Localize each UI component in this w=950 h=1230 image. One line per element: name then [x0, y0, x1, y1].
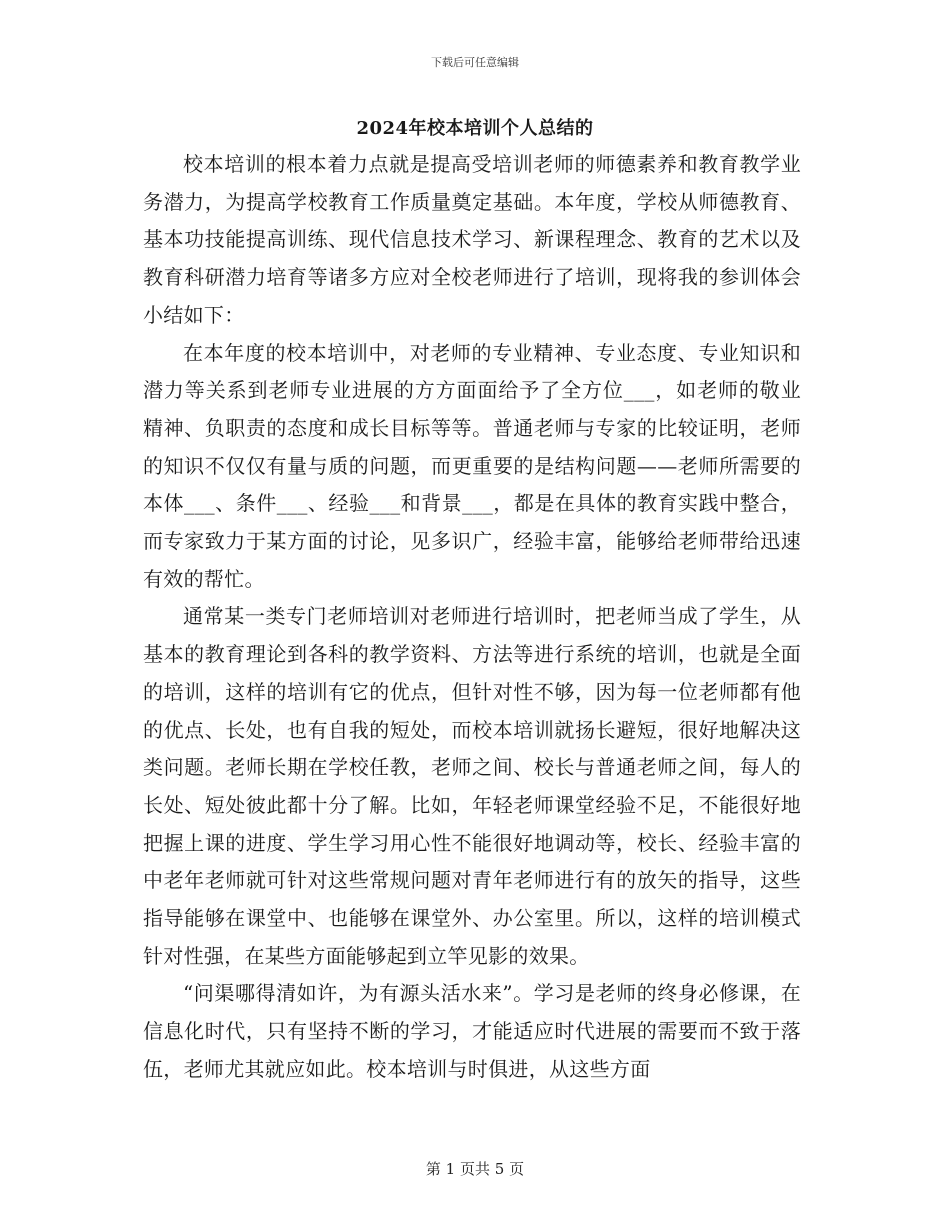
- paragraph: 校本培训的根本着力点就是提高受培训老师的师德素养和教育教学业务潜力，为提高学校教育工作质量奠定基础。本年度，学校从师德教育、基本功技能提高训练、现代信息技术学习、新课程理念、教育的艺术以及教育科研潜力培育等诸多方应对全校老师进行了培训，现将我的参训体会小结如下：: [143, 152, 801, 327]
- paragraph: “问渠哪得清如许，为有源头活水来”。学习是老师的终身必修课，在信息化时代，只有坚持不断的学习，才能适应时代进展的需要而不致于落伍，老师尤其就应如此。校本培训与时俱进，从这些方面: [143, 981, 801, 1081]
- page-number-footer: 第 1 页共 5 页: [425, 1160, 525, 1178]
- document-title: 2024年校本培训个人总结的: [356, 118, 594, 139]
- document-body: [143, 146, 801, 1089]
- paragraph: 通常某一类专门老师培训对老师进行培训时，把老师当成了学生，从基本的教育理论到各科的教学资料、方法等进行系统的培训，也就是全面的培训，这样的培训有它的优点，但针对性不够，因为每一位老师都有他的优点、长处，也有自我的短处，而校本培训就扬长避短，很好地解决这类问题。老师长期在学校任教，老师之间、校长与普通老师之间，每人的长处、短处彼此都十分了解。比如，年轻老师课堂经验不足，不能很好地把握上课的进度、学生学习用心性不能很好地调动等，校长、经验丰富的中老年老师就可针对这些常规问题对青年老师进行有的放矢的指导，这些指导能够在课堂中、也能够在课堂外、办公室里。所以，这样的培训模式针对性强，在某些方面能够起到立竿见影的效果。: [143, 604, 801, 968]
- page-header-note: 下载后可任意编辑: [431, 56, 519, 69]
- paragraph: 在本年度的校本培训中，对老师的专业精神、专业态度、专业知识和潜力等关系到老师专业进展的方方面面给予了全方位___，如老师的敬业精神、负职责的态度和成长目标等等。普通老师与专家的比较证明，老师的知识不仅仅有量与质的问题，而更重要的是结构问题——老师所需要的本体___、条件___、经验___和背景___，都是在具体的教育实践中整合，而专家致力于某方面的讨论，见多识广，经验丰富，能够给老师带给迅速有效的帮忙。: [143, 340, 801, 591]
